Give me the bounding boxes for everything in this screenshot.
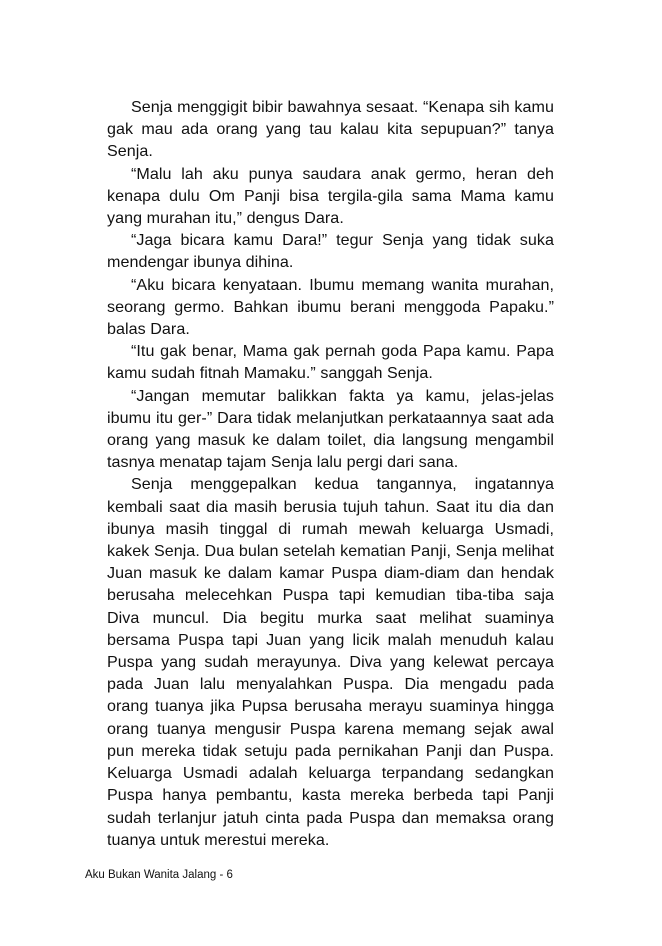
- page-footer: Aku Bukan Wanita Jalang - 6: [85, 869, 233, 881]
- paragraph: Senja menggepalkan kedua tangannya, ingatannya kembali saat dia masih berusia tujuh tahun. Saat itu dia dan ibunya masih tinggal di rumah mewah keluarga Usmadi, kakek Senja. Dua bulan setelah kematian Panji, Senja melihat Juan masuk ke dalam kamar Puspa diam-diam dan hendak berusaha melecehkan Puspa tapi kemudian tiba-tiba saja Diva muncul. Dia begitu murka saat melihat suaminya bersama Puspa tapi Juan yang licik malah menuduh kalau Puspa yang sudah merayunya. Diva yang kelewat percaya pada Juan lalu menyalahkan Puspa. Dia mengadu pada orang tuanya jika Pupsa berusaha merayu suaminya hingga orang tuanya mengusir Puspa karena memang sejak awal pun mereka tidak setuju pada pernikahan Panji dan Puspa. Keluarga Usmadi adalah keluarga terpandang sedangkan Puspa hanya pembantu, kasta mereka berbeda tapi Panji sudah terlanjur jatuh cinta pada Puspa dan memaksa orang tuanya untuk merestui mereka.: [107, 475, 554, 849]
- paragraph: “Jaga bicara kamu Dara!” tegur Senja yang tidak suka mendengar ibunya dihina.: [107, 231, 554, 272]
- paragraph: “Malu lah aku punya saudara anak germo, heran deh kenapa dulu Om Panji bisa tergila-gila sama Mama kamu yang murahan itu,” dengus Dara.: [107, 164, 554, 228]
- paragraph: “Itu gak benar, Mama gak pernah goda Papa kamu. Papa kamu sudah fitnah Mamaku.” sanggah Senja.: [107, 342, 554, 383]
- paragraph: “Jangan memutar balikkan fakta ya kamu, jelas-jelas ibumu itu ger-” Dara tidak melanjutkan perkataannya saat ada orang yang masuk ke dalam toilet, dia langsung mengambil tasnya menatap tajam Senja lalu pergi dari sana.: [107, 386, 554, 472]
- paragraph: Senja menggigit bibir bawahnya sesaat. “Kenapa sih kamu gak mau ada orang yang tau kalau kita sepupuan?” tanya Senja.: [107, 98, 554, 161]
- page-body: [107, 96, 554, 851]
- paragraph: “Aku bicara kenyataan. Ibumu memang wanita murahan, seorang germo. Bahkan ibumu berani menggoda Papaku.” balas Dara.: [107, 275, 554, 339]
